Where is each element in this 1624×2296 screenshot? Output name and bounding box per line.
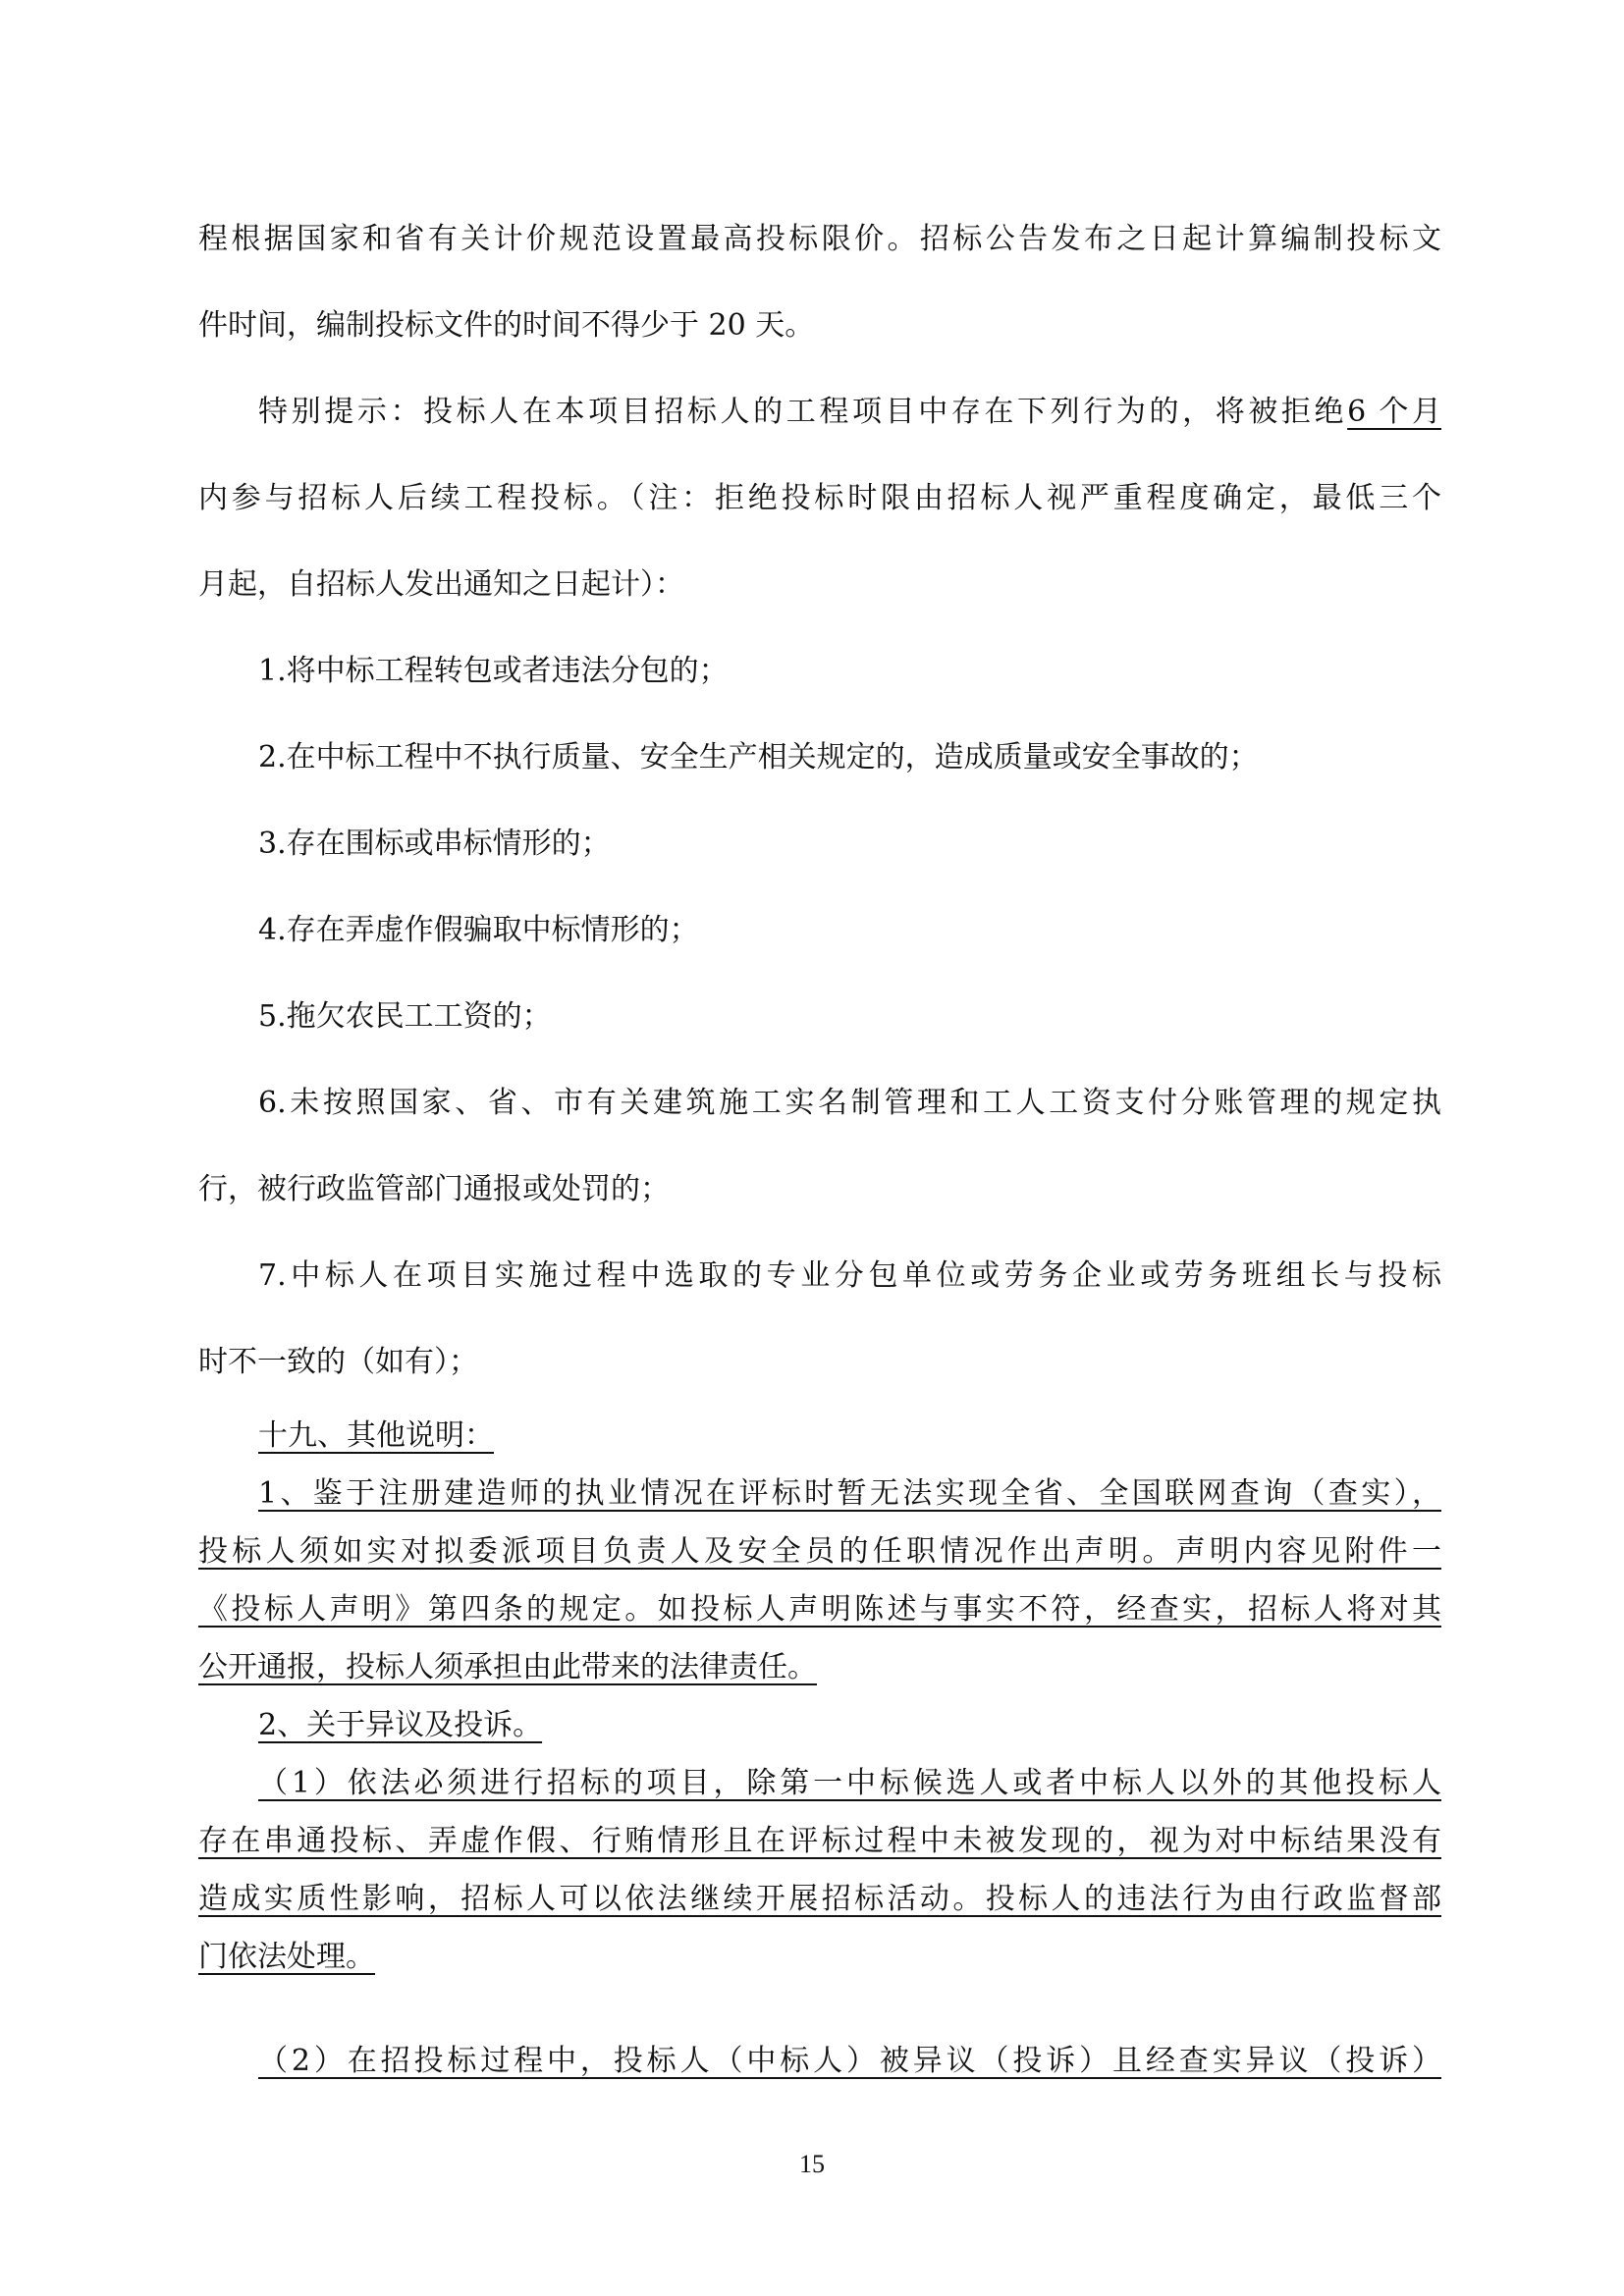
list-item: 3.存在围标或串标情形的； [258, 827, 611, 861]
special-notice-line [258, 391, 1441, 434]
underlined-line [198, 1936, 1441, 1979]
underlined-line [258, 1704, 1441, 1747]
underlined-line: （2）在招投标过程中，投标人（中标人）被异议（投诉）且经查实异议（投诉） [258, 2044, 1441, 2078]
paragraph-line: 程根据国家和省有关计价规范设置最高投标限价。招标公告发布之日起计算编制投标文 [198, 222, 1441, 256]
list-item: 6.未按照国家、省、市有关建筑施工实名制管理和工人工资支付分账管理的规定执 [258, 1086, 1441, 1120]
underlined-line: 《投标人声明》第四条的规定。如投标人声明陈述与事实不符，经查实，招标人将对其 [198, 1592, 1441, 1627]
paragraph-line: 内参与招标人后续工程投标。（注：拒绝投标时限由招标人视严重程度确定，最低三个 [198, 481, 1441, 515]
paragraph-line: 月起，自招标人发出通知之日起计）： [198, 567, 684, 602]
paragraph-line: 件时间，编制投标文件的时间不得少于 20 天。 [198, 308, 815, 343]
underlined-line: 投标人须如实对拟委派项目负责人及安全员的任职情况作出声明。声明内容见附件一 [198, 1534, 1441, 1569]
underlined-text: 2、关于异议及投诉。 [258, 1708, 543, 1742]
underlined-line: 存在串通投标、弄虚作假、行贿情形且在评标过程中未被发现的，视为对中标结果没有 [198, 1824, 1441, 1858]
list-item: 1.将中标工程转包或者违法分包的； [258, 654, 729, 688]
list-item: 5.拖欠农民工工资的； [258, 999, 552, 1034]
underlined-line: （1）依法必须进行招标的项目，除第一中标候选人或者中标人以外的其他投标人 [258, 1766, 1441, 1800]
section-heading-text: 十九、其他说明： [258, 1418, 494, 1453]
list-item: 4.存在弄虚作假骗取中标情形的； [258, 913, 699, 947]
underlined-text: 门依法处理。 [198, 1940, 375, 1974]
underlined-text: 公开通报，投标人须承担由此带来的法律责任。 [198, 1650, 817, 1684]
underlined-line [198, 1646, 1441, 1689]
section-heading [258, 1415, 1441, 1458]
page-number: 15 [799, 2150, 825, 2178]
ban-period: 6 个月 [1347, 395, 1442, 429]
list-item-continued: 行，被行政监管部门通报或处罚的； [198, 1172, 670, 1206]
special-notice-text: 特别提示：投标人在本项目招标人的工程项目中存在下列行为的，将被拒绝 [258, 395, 1348, 429]
list-item: 7.中标人在项目实施过程中选取的专业分包单位或劳务企业或劳务班组长与投标 [258, 1258, 1441, 1293]
underlined-line: 1、鉴于注册建造师的执业情况在评标时暂无法实现全省、全国联网查询（查实）， [258, 1476, 1441, 1511]
underlined-line: 造成实质性影响，招标人可以依法继续开展招标活动。投标人的违法行为由行政监督部 [198, 1882, 1441, 1916]
list-item: 2.在中标工程中不执行质量、安全生产相关规定的，造成质量或安全事故的； [258, 740, 1259, 774]
list-item-continued: 时不一致的（如有）； [198, 1345, 478, 1379]
